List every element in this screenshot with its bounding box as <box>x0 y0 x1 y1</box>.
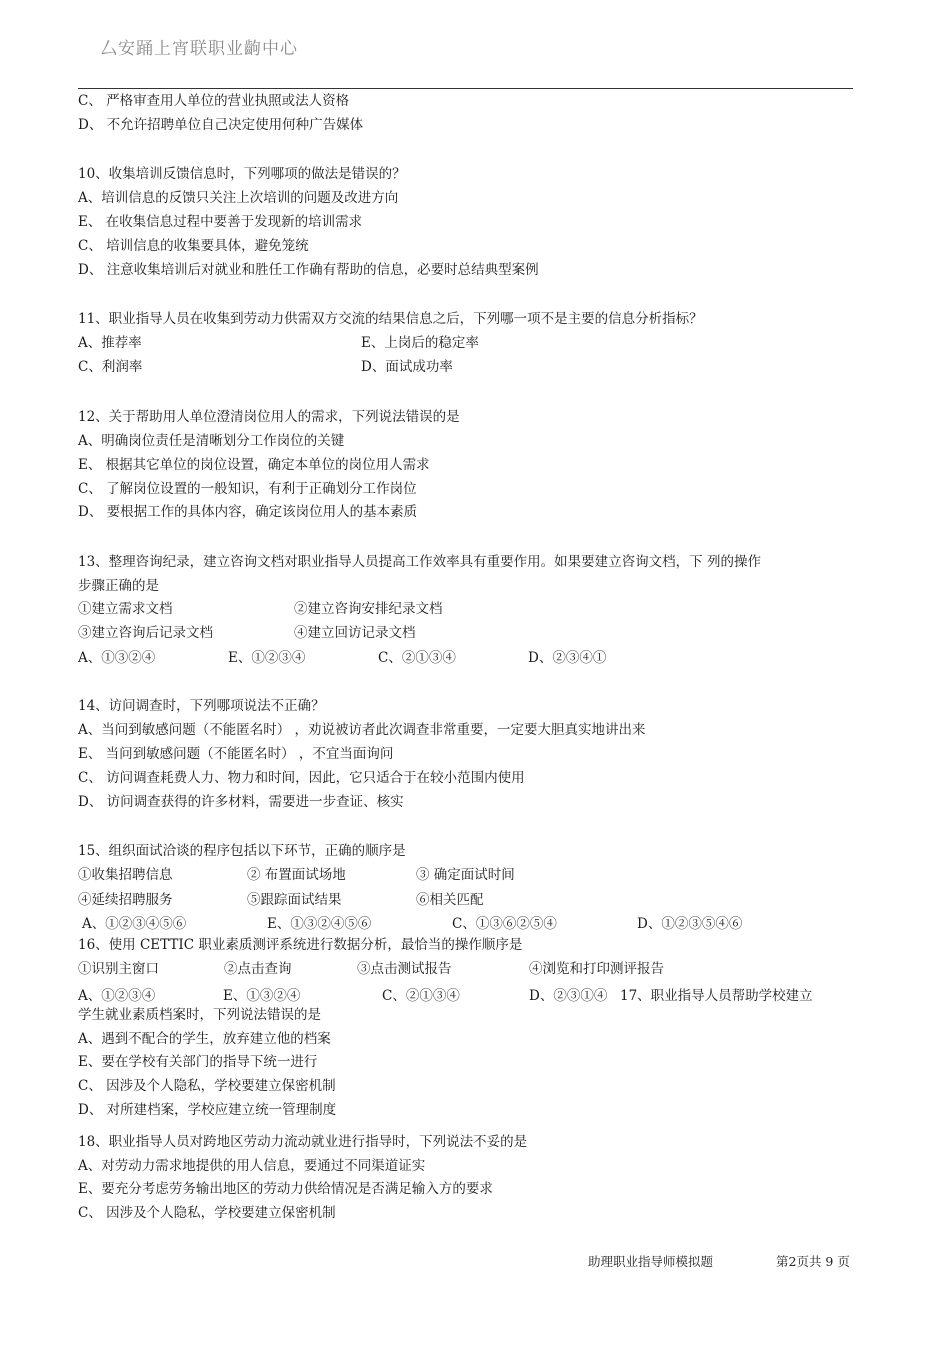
q12-stem: 12、关于帮助用人单位澄清岗位用人的需求，下列说法错误的是 <box>78 409 460 425</box>
q12-option-a: A、明确岗位责任是清晰划分工作岗位的关键 <box>78 433 345 449</box>
q15-option-c: C、①③⑥②⑤④ <box>452 916 557 932</box>
q14-option-a: A、当问到敏感问题（不能匿名时） ，劝说被访者此次调查非常重要，一定要大胆真实地讲出来 <box>78 722 646 738</box>
q13-step-2: ②建立咨询安排纪录文档 <box>294 601 443 617</box>
q18-option-b: E、要充分考虑劳务输出地区的劳动力供给情况是否满足输入方的要求 <box>78 1181 493 1197</box>
q10-option-b: E、 在收集信息过程中要善于发现新的培训需求 <box>78 214 363 230</box>
q15-option-b: E、①③②④⑤⑥ <box>267 916 372 932</box>
q13-option-b: E、①②③④ <box>228 650 306 666</box>
q14-option-d: D、 访问调查获得的许多材料，需要进一步查证、核实 <box>78 794 404 810</box>
q13-stem-line2: 步骤正确的是 <box>78 578 159 594</box>
q12-option-b: E、 根据其它单位的岗位设置，确定本单位的岗位用人需求 <box>78 457 430 473</box>
q15-option-d: D、①②③⑤④⑥ <box>637 916 743 932</box>
q13-stem-line1: 13、整理咨询纪录，建立咨询文档对职业指导人员提高工作效率具有重要作用。如果要建立咨询文档，下 列的操作 <box>78 554 761 570</box>
q15-step-1: ①收集招聘信息 <box>78 867 173 883</box>
q11-option-a: A、推荐率 <box>78 335 142 351</box>
q15-option-a: A、①②③④⑤⑥ <box>82 916 187 932</box>
q14-option-b: E、 当问到敏感问题（不能匿名时） ，不宜当面询问 <box>78 746 394 762</box>
q15-stem: 15、组织面试洽谈的程序包括以下环节，正确的顺序是 <box>78 843 406 859</box>
footer-page-info: 第2页共 9 页 <box>776 1254 850 1269</box>
q9-option-c: C、 严格审查用人单位的营业执照或法人资格 <box>78 93 350 109</box>
q14-stem: 14、访问调查时，下列哪项说法不正确？ <box>78 698 325 714</box>
q13-option-c: C、②①③④ <box>378 650 456 666</box>
q17-option-b: E、要在学校有关部门的指导下统一进行 <box>78 1054 318 1070</box>
q17-option-c: C、 因涉及个人隐私，学校要建立保密机制 <box>78 1078 336 1094</box>
q11-stem: 11、职业指导人员在收集到劳动力供需双方交流的结果信息之后，下列哪一项不是主要的信息分析指标？ <box>78 311 703 327</box>
q12-option-d: D、 要根据工作的具体内容，确定该岗位用人的基本素质 <box>78 504 418 520</box>
q15-step-6: ⑥相关匹配 <box>416 892 484 908</box>
q9-option-d: D、 不允许招聘单位自己决定使用何种广告媒体 <box>78 117 364 133</box>
q10-stem: 10、收集培训反馈信息时，下列哪项的做法是错误的？ <box>78 166 406 182</box>
q16-step-2: ②点击查询 <box>224 961 292 977</box>
footer-doc-title: 助理职业指导师模拟题 <box>588 1254 714 1269</box>
q18-option-c: C、 因涉及个人隐私，学校要建立保密机制 <box>78 1205 336 1221</box>
q16-option-c: C、②①③④ <box>382 988 460 1004</box>
header-rule <box>78 88 853 89</box>
q15-step-2: ② 布置面试场地 <box>247 867 346 883</box>
q15-step-5: ⑤跟踪面试结果 <box>247 892 342 908</box>
q13-step-3: ③建立咨询后记录文档 <box>78 625 213 641</box>
q17-stem-line2: 学生就业素质档案时，下列说法错误的是 <box>78 1007 321 1023</box>
q12-option-c: C、 了解岗位设置的一般知识，有利于正确划分工作岗位 <box>78 481 417 497</box>
q16-option-a: A、①②③④ <box>78 988 156 1004</box>
q13-step-1: ①建立需求文档 <box>78 601 173 617</box>
q13-option-a: A、①③②④ <box>78 650 156 666</box>
q15-step-4: ④延续招聘服务 <box>78 892 173 908</box>
q10-option-c: C、 培训信息的收集要具体，避免笼统 <box>78 238 309 254</box>
q11-option-d: D、面试成功率 <box>361 359 453 375</box>
q17-stem-line1: 17、职业指导人员帮助学校建立 <box>620 988 813 1004</box>
q15-step-3: ③ 确定面试时间 <box>416 867 515 883</box>
q14-option-c: C、 访问调查耗费人力、物力和时间，因此，它只适合于在较小范围内使用 <box>78 770 525 786</box>
q16-step-3: ③点击测试报告 <box>357 961 452 977</box>
q17-option-a: A、遇到不配合的学生，放弃建立他的档案 <box>78 1031 331 1047</box>
q11-option-b: E、上岗后的稳定率 <box>361 335 479 351</box>
q18-option-a: A、对劳动力需求地提供的用人信息，要通过不同渠道证实 <box>78 1158 426 1174</box>
q16-stem: 16、使用 CETTIC 职业素质测评系统进行数据分析，最恰当的操作顺序是 <box>78 937 523 953</box>
q10-option-d: D、 注意收集培训后对就业和胜任工作确有帮助的信息，必要时总结典型案例 <box>78 262 539 278</box>
page-header: 厶安踊上宵联职业齣中心 <box>100 39 298 59</box>
q13-step-4: ④建立回访记录文档 <box>294 625 416 641</box>
q18-stem: 18、职业指导人员对跨地区劳动力流动就业进行指导时，下列说法不妥的是 <box>78 1134 528 1150</box>
q16-step-1: ①识别主窗口 <box>78 961 159 977</box>
q16-option-b: E、①③②④ <box>223 988 301 1004</box>
q17-option-d: D、 对所建档案，学校应建立统一管理制度 <box>78 1102 337 1118</box>
q13-option-d: D、②③④① <box>528 650 607 666</box>
q16-option-d: D、②③①④ <box>529 988 608 1004</box>
q11-option-c: C、利润率 <box>78 359 143 375</box>
q10-option-a: A、培训信息的反馈只关注上次培训的问题及改进方向 <box>78 190 399 206</box>
q16-step-4: ④浏览和打印测评报告 <box>529 961 664 977</box>
